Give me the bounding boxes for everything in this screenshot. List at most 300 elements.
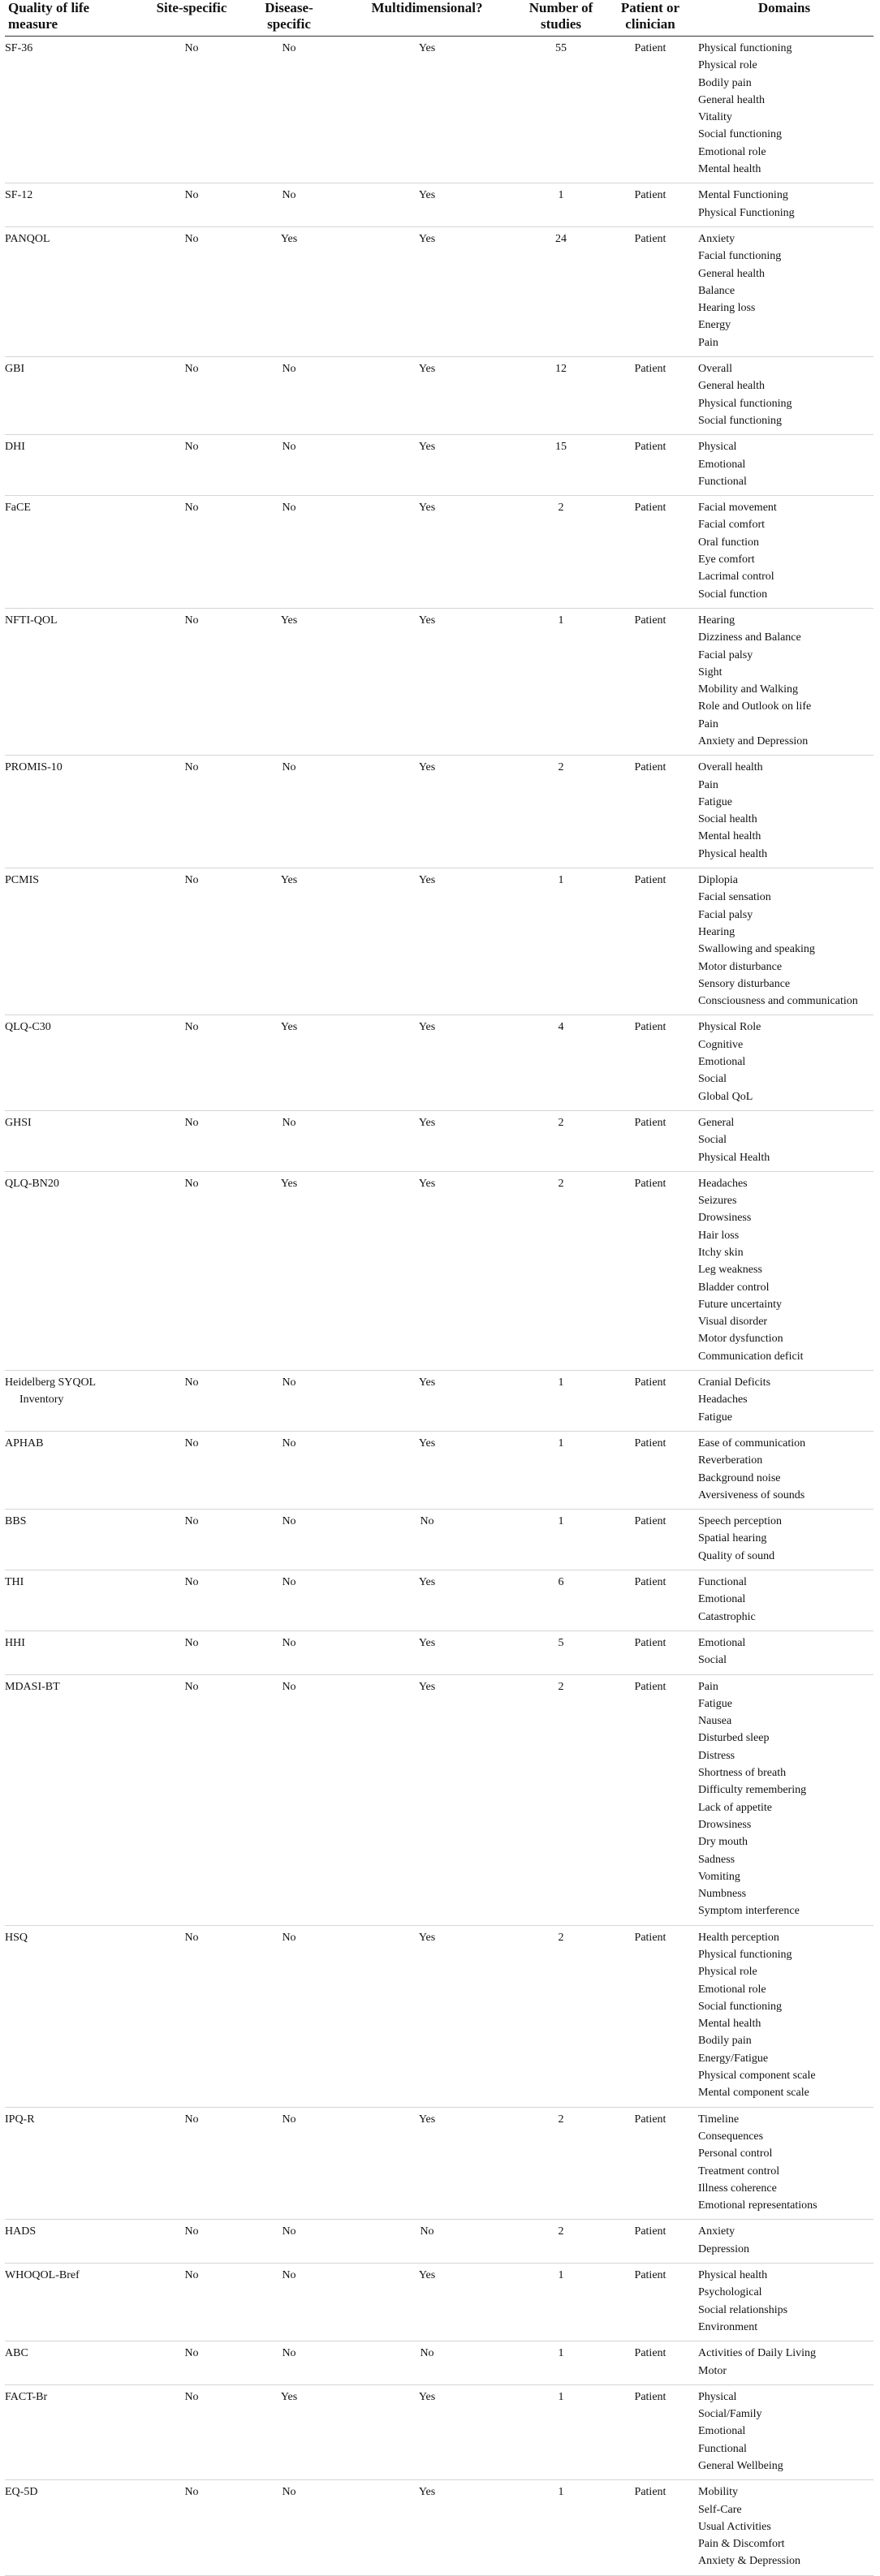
disease-specific-cell: Yes (280, 614, 298, 627)
domain-item: Oral function (698, 536, 760, 549)
measure-cell: HHI (5, 1636, 25, 1649)
domains-cell (695, 1570, 874, 1631)
patient-or-clinician-cell: Patient (634, 1021, 666, 1034)
domain-item: Quality of sound (698, 1549, 775, 1562)
number-of-studies-cell: 5 (558, 1636, 564, 1649)
domain-item: Mental health (698, 163, 761, 176)
domain-item: Bodily pain (698, 2035, 752, 2048)
disease-specific-cell: Yes (280, 874, 298, 887)
disease-specific-cell: Yes (280, 232, 298, 245)
domain-item: Cognitive (698, 1038, 744, 1051)
number-of-studies-cell: 55 (555, 42, 567, 54)
domains-cell (695, 608, 874, 755)
measure-cell: FaCE (5, 502, 31, 515)
domain-item: Facial palsy (698, 908, 753, 921)
domain-item: Headaches (698, 1394, 748, 1406)
domain-item: Consciousness and communication (698, 995, 858, 1008)
table-row (5, 756, 874, 868)
domain-item: Facial palsy (698, 648, 753, 661)
disease-specific-cell: No (282, 1576, 296, 1589)
disease-specific-cell: No (282, 441, 296, 454)
measure-cell: ABC (5, 2347, 28, 2360)
domain-item: Facial sensation (698, 891, 771, 904)
table-row (5, 608, 874, 755)
disease-specific-cell: No (282, 1680, 296, 1693)
patient-or-clinician-cell: Patient (634, 1116, 666, 1129)
domain-item: Environment (698, 2320, 758, 2333)
domain-item: Seizures (698, 1195, 737, 1208)
measure-cell: THI (5, 1576, 24, 1589)
domain-item: Emotional representations (698, 2199, 817, 2212)
site-specific-cell: No (184, 189, 199, 202)
domain-item: Cranial Deficits (698, 1376, 771, 1389)
domain-item: Mental Functioning (698, 189, 788, 202)
domain-item: Physical functioning (698, 1948, 792, 1961)
site-specific-cell: No (184, 1576, 199, 1589)
domain-item: Self-Care (698, 2503, 742, 2516)
number-of-studies-cell: 2 (558, 1116, 564, 1129)
domain-item: Overall health (698, 761, 763, 774)
domains-cell (695, 1015, 874, 1110)
domain-item: Headaches (698, 1177, 748, 1190)
site-specific-cell: No (184, 1931, 199, 1944)
site-specific-cell: No (184, 2390, 199, 2403)
measure-cell: PROMIS-10 (5, 761, 63, 774)
disease-specific-cell: No (282, 1116, 296, 1129)
domain-item: Social functioning (698, 414, 783, 427)
domain-item: Physical (698, 2390, 737, 2403)
multidimensional-cell: Yes (418, 1931, 436, 1944)
multidimensional-cell: No (420, 2347, 434, 2360)
number-of-studies-cell: 6 (558, 1576, 564, 1589)
domain-item: General Wellbeing (698, 2460, 783, 2472)
domain-item: Illness coherence (698, 2182, 777, 2195)
domain-item: Emotional (698, 2425, 746, 2438)
measure-cell: PANQOL (5, 232, 50, 245)
domain-item: Aversiveness of sounds (698, 1488, 805, 1501)
table-row (5, 226, 874, 356)
disease-specific-cell: No (282, 363, 296, 376)
measure-cell: PCMIS (5, 874, 40, 887)
domain-item: Physical role (698, 1966, 757, 1979)
domain-item: Physical Health (698, 1151, 770, 1164)
site-specific-cell: No (184, 761, 199, 774)
site-specific-cell: No (184, 2347, 199, 2360)
domain-item: Hair loss (698, 1229, 740, 1242)
domain-item: Emotional (698, 1056, 746, 1069)
number-of-studies-cell: 24 (555, 232, 567, 245)
domain-item: Numbness (698, 1888, 747, 1901)
domain-item: General health (698, 267, 766, 280)
domain-item: Sight (698, 666, 723, 678)
site-specific-cell: No (184, 502, 199, 515)
domain-item: Activities of Daily Living (698, 2347, 817, 2360)
domain-item: Pain (698, 778, 718, 791)
domain-item: Physical health (698, 847, 768, 860)
table-row (5, 2264, 874, 2341)
domain-item: Social functioning (698, 128, 783, 141)
measure-cell: IPQ-R (5, 2113, 35, 2126)
multidimensional-cell: Yes (418, 502, 436, 515)
domain-item: General health (698, 93, 766, 106)
domain-item: Vitality (698, 111, 732, 124)
table-row (5, 2480, 874, 2575)
domain-item: Bladder control (698, 1281, 770, 1294)
header-multidimensional: Multidimensional? (371, 0, 483, 15)
domain-item: Functional (698, 2442, 747, 2455)
domain-item: Drowsiness (698, 1818, 752, 1831)
header-site-specific: Site-specific (156, 0, 227, 15)
domain-item: Mobility (698, 2486, 739, 2499)
number-of-studies-cell: 12 (555, 363, 567, 376)
domain-item: Pain (698, 336, 718, 349)
domain-item: Physical functioning (698, 397, 792, 410)
domain-item: Physical component scale (698, 2070, 816, 2083)
header-measure: Quality of life measure (8, 0, 90, 32)
domains-cell (695, 1510, 874, 1570)
measure-cell: MDASI-BT (5, 1680, 60, 1693)
domain-item: Mental health (698, 830, 761, 843)
domain-item: Vomiting (698, 1870, 740, 1883)
header-domains: Domains (757, 0, 811, 15)
domain-item: Diplopia (698, 874, 738, 887)
multidimensional-cell: No (420, 1515, 434, 1528)
domain-item: Background noise (698, 1471, 781, 1484)
site-specific-cell: No (184, 1177, 199, 1190)
domains-cell (695, 756, 874, 868)
multidimensional-cell: Yes (418, 1680, 436, 1693)
multidimensional-cell: Yes (418, 1116, 436, 1129)
domains-cell (695, 183, 874, 227)
disease-specific-cell: No (282, 1376, 296, 1389)
domain-item: Mental component scale (698, 2087, 809, 2100)
domain-item: Social functioning (698, 2000, 783, 2013)
disease-specific-cell: No (282, 2347, 296, 2360)
number-of-studies-cell: 2 (558, 1177, 564, 1190)
patient-or-clinician-cell: Patient (634, 1437, 666, 1450)
domains-cell (695, 2384, 874, 2479)
domain-item: Facial movement (698, 502, 777, 515)
domain-item: Anxiety & Depression (698, 2555, 800, 2568)
patient-or-clinician-cell: Patient (634, 614, 666, 627)
multidimensional-cell: Yes (418, 189, 436, 202)
domains-cell (695, 226, 874, 356)
measure-cell: DHI (5, 441, 25, 454)
multidimensional-cell: Yes (418, 363, 436, 376)
multidimensional-cell: Yes (418, 614, 436, 627)
multidimensional-cell: Yes (418, 2486, 436, 2499)
domain-item: Motor (698, 2364, 727, 2377)
patient-or-clinician-cell: Patient (634, 2225, 666, 2238)
domain-item: Anxiety (698, 232, 735, 245)
domain-item: Hearing (698, 925, 735, 938)
site-specific-cell: No (184, 2486, 199, 2499)
domain-item: Anxiety and Depression (698, 734, 809, 747)
domain-item: Social (698, 1654, 727, 1667)
table-row (5, 1674, 874, 1925)
table-row (5, 183, 874, 227)
domain-item: Fatigue (698, 795, 732, 808)
disease-specific-cell: No (282, 2269, 296, 2282)
disease-specific-cell: No (282, 1515, 296, 1528)
domain-item: Leg weakness (698, 1264, 762, 1277)
number-of-studies-cell: 1 (558, 2390, 564, 2403)
domain-item: Social/Family (698, 2408, 762, 2421)
site-specific-cell: No (184, 1116, 199, 1129)
domains-cell (695, 2341, 874, 2385)
table-row (5, 2384, 874, 2479)
disease-specific-cell: No (282, 1437, 296, 1450)
patient-or-clinician-cell: Patient (634, 761, 666, 774)
table-row (5, 1015, 874, 1110)
number-of-studies-cell: 1 (558, 1437, 564, 1450)
number-of-studies-cell: 2 (558, 1931, 564, 1944)
domain-item: Pain (698, 717, 718, 730)
disease-specific-cell: No (282, 42, 296, 54)
domain-item: Physical functioning (698, 42, 792, 54)
domain-item: Future uncertainty (698, 1298, 783, 1311)
table-row (5, 37, 874, 183)
domain-item: Facial comfort (698, 519, 766, 532)
multidimensional-cell: Yes (418, 232, 436, 245)
patient-or-clinician-cell: Patient (634, 2347, 666, 2360)
number-of-studies-cell: 2 (558, 2225, 564, 2238)
domain-item: Bodily pain (698, 76, 752, 89)
table-row (5, 1510, 874, 1570)
domains-cell (695, 2107, 874, 2220)
domain-item: Difficulty remembering (698, 1784, 807, 1797)
domain-item: Sensory disturbance (698, 977, 791, 990)
domains-cell (695, 1925, 874, 2107)
table-body (5, 37, 874, 2576)
domains-cell (695, 1171, 874, 1370)
domain-item: Consequences (698, 2130, 764, 2143)
domain-item: Fatigue (698, 1411, 732, 1424)
measure-cell: Heidelberg SYQOL Inventory (5, 1376, 96, 1406)
disease-specific-cell: No (282, 1931, 296, 1944)
patient-or-clinician-cell: Patient (634, 189, 666, 202)
domain-item: Shortness of breath (698, 1767, 787, 1780)
number-of-studies-cell: 1 (558, 2347, 564, 2360)
number-of-studies-cell: 1 (558, 1376, 564, 1389)
domain-item: Dry mouth (698, 1836, 748, 1849)
multidimensional-cell: Yes (418, 2113, 436, 2126)
domain-item: Speech perception (698, 1515, 783, 1528)
domain-item: Fatigue (698, 1697, 732, 1710)
disease-specific-cell: No (282, 761, 296, 774)
number-of-studies-cell: 4 (558, 1021, 564, 1034)
measure-cell: APHAB (5, 1437, 44, 1450)
domain-item: Anxiety (698, 2225, 735, 2238)
domain-item: Eye comfort (698, 554, 755, 566)
site-specific-cell: No (184, 441, 199, 454)
measure-cell: SF-12 (5, 189, 33, 202)
multidimensional-cell: Yes (418, 1576, 436, 1589)
domain-item: Balance (698, 284, 735, 297)
site-specific-cell: No (184, 1376, 199, 1389)
patient-or-clinician-cell: Patient (634, 2113, 666, 2126)
measure-cell: HSQ (5, 1931, 28, 1944)
site-specific-cell: No (184, 1515, 199, 1528)
table-row (5, 1371, 874, 1432)
domain-item: Treatment control (698, 2165, 780, 2178)
multidimensional-cell: Yes (418, 1636, 436, 1649)
domain-item: Emotional (698, 458, 746, 471)
multidimensional-cell: Yes (418, 1376, 436, 1389)
domains-cell (695, 2264, 874, 2341)
site-specific-cell: No (184, 874, 199, 887)
domain-item: Drowsiness (698, 1212, 752, 1225)
table-row (5, 2220, 874, 2264)
disease-specific-cell: Yes (280, 1177, 298, 1190)
disease-specific-cell: No (282, 2225, 296, 2238)
table-row (5, 496, 874, 609)
domain-item: Social relationships (698, 2303, 788, 2316)
number-of-studies-cell: 2 (558, 761, 564, 774)
number-of-studies-cell: 2 (558, 1680, 564, 1693)
domain-item: Emotional (698, 1636, 746, 1649)
table-row (5, 868, 874, 1015)
domain-item: Reverberation (698, 1454, 763, 1467)
header-row (5, 0, 874, 37)
site-specific-cell: No (184, 42, 199, 54)
domain-item: Psychological (698, 2286, 762, 2299)
domain-item: General (698, 1116, 735, 1129)
number-of-studies-cell: 1 (558, 1515, 564, 1528)
site-specific-cell: No (184, 363, 199, 376)
patient-or-clinician-cell: Patient (634, 1376, 666, 1389)
patient-or-clinician-cell: Patient (634, 232, 666, 245)
patient-or-clinician-cell: Patient (634, 1931, 666, 1944)
number-of-studies-cell: 1 (558, 2486, 564, 2499)
domain-item: Health perception (698, 1931, 779, 1944)
measure-cell: BBS (5, 1515, 27, 1528)
domain-item: Physical Role (698, 1021, 761, 1034)
header-patient-or-clinician: Patient or clinician (620, 0, 680, 32)
site-specific-cell: No (184, 2269, 199, 2282)
domain-item: Motor disturbance (698, 960, 783, 973)
measure-cell: NFTI-QOL (5, 614, 58, 627)
site-specific-cell: No (184, 232, 199, 245)
domain-item: Distress (698, 1749, 735, 1762)
patient-or-clinician-cell: Patient (634, 42, 666, 54)
table-row (5, 1431, 874, 1509)
table-row (5, 1110, 874, 1171)
domain-item: Timeline (698, 2113, 740, 2126)
domain-item: Social function (698, 588, 768, 601)
disease-specific-cell: No (282, 2113, 296, 2126)
multidimensional-cell: Yes (418, 1437, 436, 1450)
patient-or-clinician-cell: Patient (634, 2390, 666, 2403)
domain-item: Social health (698, 813, 757, 826)
domain-item: Mobility and Walking (698, 683, 799, 696)
multidimensional-cell: Yes (418, 42, 436, 54)
number-of-studies-cell: 1 (558, 874, 564, 887)
number-of-studies-cell: 1 (558, 614, 564, 627)
domain-item: Lack of appetite (698, 1801, 772, 1814)
domains-cell (695, 1371, 874, 1432)
domain-item: Depression (698, 2242, 749, 2255)
domain-item: Nausea (698, 1715, 732, 1728)
patient-or-clinician-cell: Patient (634, 2486, 666, 2499)
number-of-studies-cell: 1 (558, 189, 564, 202)
domains-cell (695, 1630, 874, 1674)
domain-item: Pain & Discomfort (698, 2538, 785, 2551)
site-specific-cell: No (184, 1636, 199, 1649)
disease-specific-cell: Yes (280, 1021, 298, 1034)
patient-or-clinician-cell: Patient (634, 1177, 666, 1190)
domains-cell (695, 496, 874, 609)
domain-item: Role and Outlook on life (698, 700, 812, 713)
site-specific-cell: No (184, 2113, 199, 2126)
domain-item: Physical (698, 441, 737, 454)
measure-cell: HADS (5, 2225, 37, 2238)
domain-item: Ease of communication (698, 1437, 806, 1450)
domain-item: Facial functioning (698, 250, 782, 263)
domains-cell (695, 1110, 874, 1171)
domain-item: Communication deficit (698, 1350, 804, 1363)
patient-or-clinician-cell: Patient (634, 363, 666, 376)
site-specific-cell: No (184, 1437, 199, 1450)
measure-cell: GBI (5, 363, 25, 376)
domain-item: Disturbed sleep (698, 1732, 770, 1745)
multidimensional-cell: Yes (418, 1021, 436, 1034)
domain-item: Social (698, 1073, 727, 1086)
number-of-studies-cell: 15 (555, 441, 567, 454)
domains-cell (695, 2480, 874, 2575)
patient-or-clinician-cell: Patient (634, 1576, 666, 1589)
domain-item: Pain (698, 1680, 718, 1693)
multidimensional-cell: Yes (418, 441, 436, 454)
measure-cell: SF-36 (5, 42, 33, 54)
measure-cell: QLQ-C30 (5, 1021, 51, 1034)
domains-cell (695, 37, 874, 183)
table-row (5, 2107, 874, 2220)
domain-item: Swallowing and speaking (698, 943, 815, 956)
domain-item: Hearing (698, 614, 735, 627)
table-row (5, 1171, 874, 1370)
domain-item: Mental health (698, 2018, 761, 2031)
domains-cell (695, 357, 874, 435)
quality-of-life-table (5, 0, 874, 2576)
domain-item: Emotional role (698, 145, 766, 158)
table-row (5, 1925, 874, 2107)
patient-or-clinician-cell: Patient (634, 441, 666, 454)
domain-item: Emotional (698, 1593, 746, 1606)
measure-cell: QLQ-BN20 (5, 1177, 59, 1190)
header-number-of-studies: Number of studies (528, 0, 593, 32)
multidimensional-cell: Yes (418, 761, 436, 774)
domain-item: Visual disorder (698, 1316, 768, 1329)
domains-cell (695, 1674, 874, 1925)
number-of-studies-cell: 2 (558, 502, 564, 515)
domain-item: Physical Functioning (698, 206, 795, 219)
domains-cell (695, 435, 874, 496)
table-row (5, 435, 874, 496)
domain-item: Symptom interference (698, 1905, 800, 1918)
measure-cell: WHOQOL-Bref (5, 2269, 80, 2282)
table-row (5, 357, 874, 435)
table-row (5, 1630, 874, 1674)
measure-cell: GHSI (5, 1116, 32, 1129)
measure-cell: FACT-Br (5, 2390, 48, 2403)
number-of-studies-cell: 1 (558, 2269, 564, 2282)
patient-or-clinician-cell: Patient (634, 1680, 666, 1693)
disease-specific-cell: No (282, 189, 296, 202)
domain-item: Hearing loss (698, 302, 756, 315)
header-disease-specific: Disease-specific (265, 0, 313, 32)
disease-specific-cell: No (282, 2486, 296, 2499)
